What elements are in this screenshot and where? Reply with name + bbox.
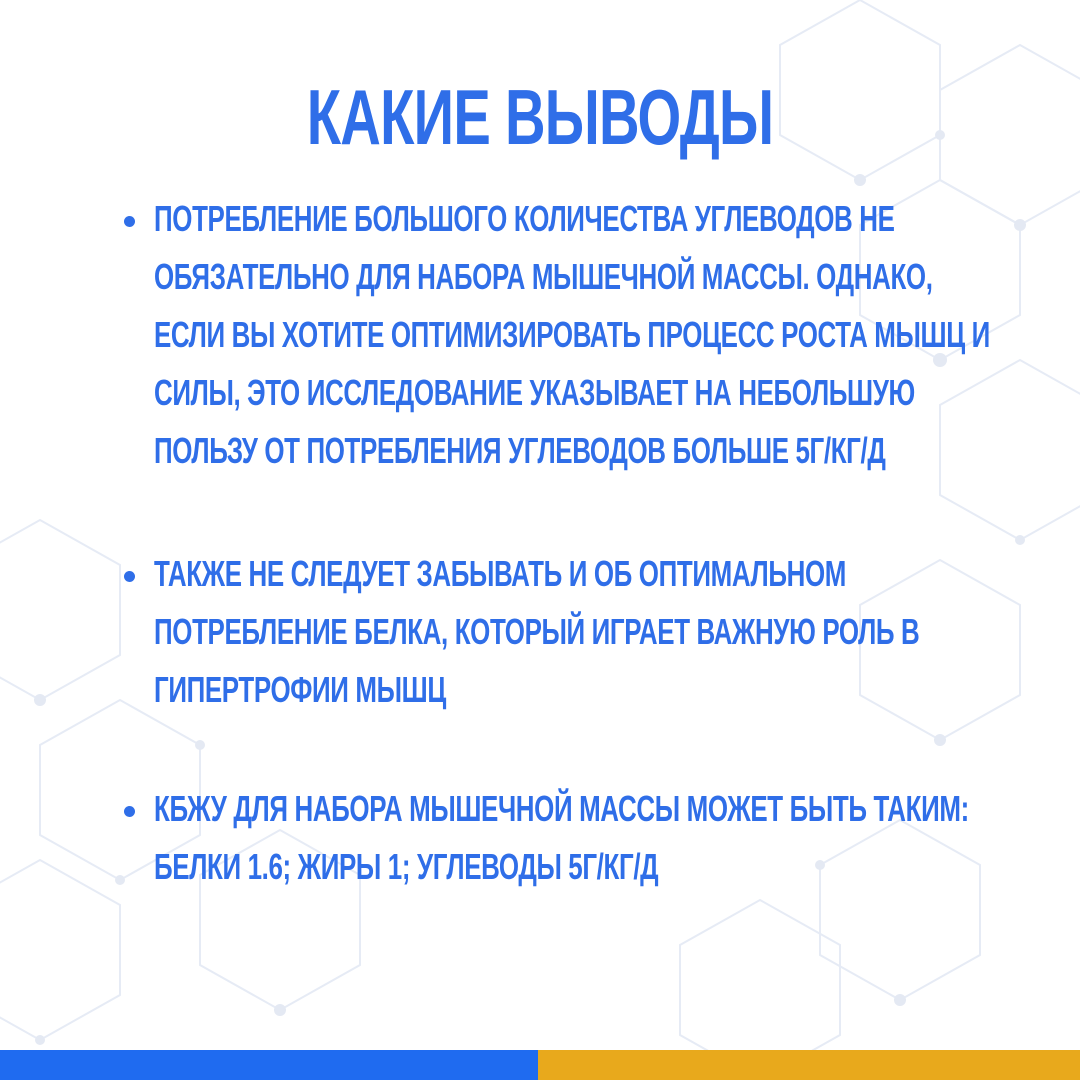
list-item-text: ПОТРЕБЛЕНИЕ БОЛЬШОГО КОЛИЧЕСТВА УГЛЕВОДОВ НЕ ОБЯЗАТЕЛЬНО ДЛЯ НАБОРА МЫШЕЧНОЙ МАССЫ. ОДНАКО, ЕСЛИ ВЫ ХОТИТЕ ОПТИМИЗИРОВАТЬ ПРОЦЕСС РОСТА МЫШЦ И СИЛЫ, ЭТО ИССЛЕДОВАНИЕ УКАЗЫВАЕТ НА НЕБОЛЬШУЮ ПОЛЬЗУ ОТ ПОТРЕБЛЕНИЯ УГЛЕВОДОВ БОЛЬШЕ 5Г/КГ/Д [154, 198, 990, 471]
bullet-dot-icon [124, 806, 135, 817]
list-item [120, 190, 1080, 480]
bottom-color-bar [0, 1050, 1080, 1080]
list-item [120, 780, 1080, 896]
bottom-bar-yellow [538, 1050, 1080, 1080]
list-item-text: КБЖУ ДЛЯ НАБОРА МЫШЕЧНОЙ МАССЫ МОЖЕТ БЫТЬ ТАКИМ: БЕЛКИ 1.6; ЖИРЫ 1; УГЛЕВОДЫ 5Г/КГ/Д [154, 788, 969, 887]
page-title: КАКИЕ ВЫВОДЫ [306, 73, 774, 161]
bullet-dot-icon [124, 571, 135, 582]
bullet-dot-icon [124, 216, 135, 227]
list-item-text: ТАКЖЕ НЕ СЛЕДУЕТ ЗАБЫВАТЬ И ОБ ОПТИМАЛЬНОМ ПОТРЕБЛЕНИЕ БЕЛКА, КОТОРЫЙ ИГРАЕТ ВАЖНУЮ РОЛЬ В ГИПЕРТРОФИИ МЫШЦ [154, 553, 920, 710]
list-item [120, 545, 1080, 719]
bottom-bar-blue [0, 1050, 538, 1080]
